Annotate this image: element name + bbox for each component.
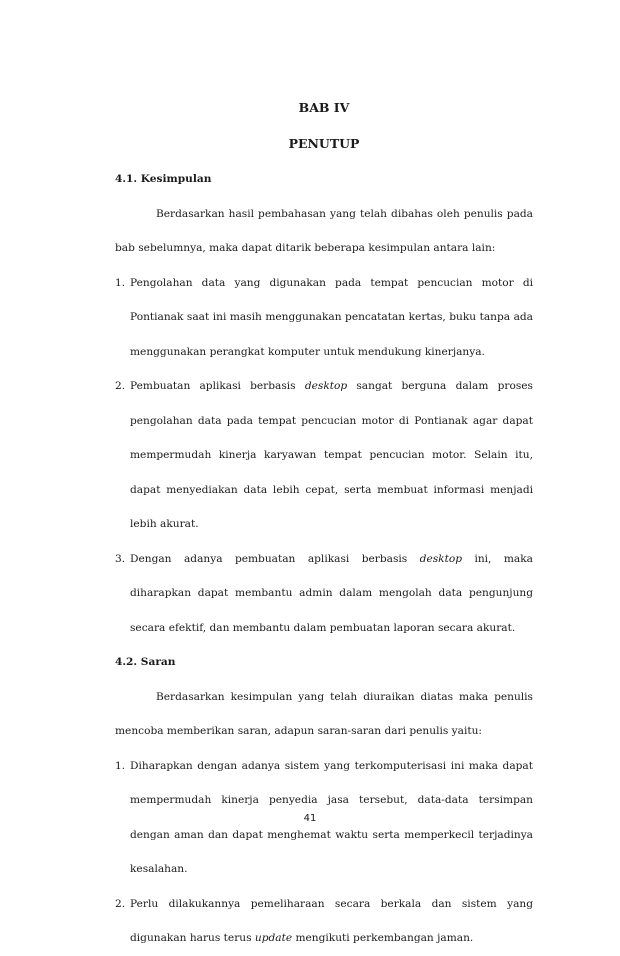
- list-number: 2.: [115, 897, 126, 910]
- section-heading: 4.2. Saran: [115, 656, 176, 668]
- section-saran: [115, 645, 533, 956]
- list-item: [115, 266, 533, 370]
- section-kesimpulan: [115, 162, 533, 645]
- chapter-title: PENUTUP: [288, 136, 360, 151]
- list-text: sangat berguna dalam proses pengolahan data pada tempat pencucian motor di Pontianak agar dapat mempermudah kinerja karyawan tempat pencucian motor. Selain itu, dapat menyediakan data lebih cepat, serta membuat informasi menjadi lebih akurat.: [130, 380, 533, 530]
- conclusion-list: [115, 266, 533, 646]
- section-intro: Berdasarkan hasil pembahasan yang telah dibahas oleh penulis pada bab sebelumnya, maka dapat ditarik beberapa kesimpulan antara lain:: [115, 207, 533, 254]
- list-text-italic: update: [254, 932, 293, 944]
- list-text: Perlu dilakukannya pemeliharaan secara berkala dan sistem yang digunakan harus terus: [130, 897, 533, 944]
- list-number: 1.: [115, 759, 126, 772]
- list-text: mengikuti perkembangan jaman.: [292, 932, 474, 944]
- list-item: [115, 369, 533, 542]
- list-text: Dengan adanya pembuatan aplikasi berbasis: [130, 552, 420, 565]
- list-number: 3.: [115, 552, 126, 565]
- chapter-number: BAB IV: [298, 100, 350, 115]
- section-intro: Berdasarkan kesimpulan yang telah diuraikan diatas maka penulis mencoba memberikan saran, adapun saran-saran dari penulis yaitu:: [115, 690, 533, 737]
- section-heading: 4.1. Kesimpulan: [115, 173, 212, 185]
- list-text: Pengolahan data yang digunakan pada tempat pencucian motor di Pontianak saat ini masih menggunakan pencatatan kertas, buku tanpa ada menggunakan perangkat komputer untuk mendukung kinerjanya.: [130, 276, 533, 358]
- suggestion-list: [115, 749, 533, 956]
- list-text-italic: desktop: [304, 380, 348, 392]
- list-text: Diharapkan dengan adanya sistem yang terkomputerisasi ini maka dapat mempermudah kinerja penyedia jasa tersebut, data-data tersimpan dengan aman dan dapat menghemat waktu serta memperkecil terjadinya kesalahan.: [130, 759, 533, 875]
- page-content: [115, 90, 533, 956]
- list-number: 1.: [115, 276, 126, 289]
- list-text: Pembuatan aplikasi berbasis: [130, 380, 305, 392]
- list-text-italic: desktop: [419, 552, 462, 565]
- list-item: [115, 887, 533, 956]
- list-item: [115, 542, 533, 646]
- page-number: 41: [303, 813, 317, 824]
- list-number: 2.: [115, 380, 126, 392]
- list-text: ini, maka diharapkan dapat membantu admin dalam mengolah data pengunjung secara efektif, dan membantu dalam pembuatan laporan secara akurat.: [130, 552, 533, 634]
